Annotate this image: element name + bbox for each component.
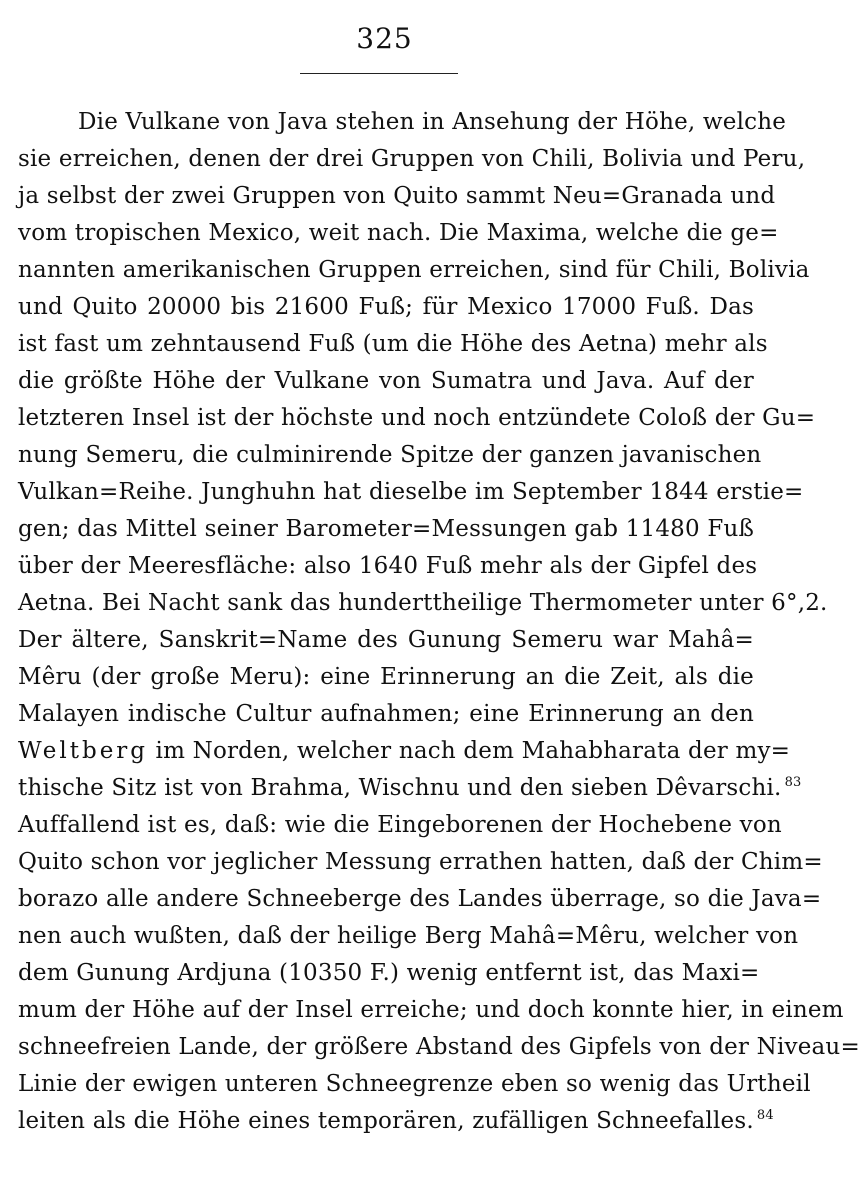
footnote-marker: 84 [756,1108,774,1123]
page-number: 325 [356,22,413,55]
text-line: Quito schon vor jeglicher Messung errathen hatten, daß der Chim= [18,849,823,875]
body-text [18,104,860,1140]
text-line: und Quito 20000 bis 21600 Fuß; für Mexico 17000 Fuß. Das [18,294,754,320]
text-line [18,733,791,770]
text-line: Die Vulkane von Java stehen in Ansehung der Höhe, welche [78,109,787,135]
text-line: Mêru (der große Meru): eine Erinnerung an die Zeit, als die [18,664,754,690]
text-segment: thische Sitz ist von Brahma, Wischnu und den sieben Dêvarschi. [18,775,782,801]
text-line: borazo alle andere Schneeberge des Landes überrage, so die Java= [18,886,822,912]
text-line: vom tropischen Mexico, weit nach. Die Maxima, welche die ge= [18,220,779,246]
text-line [18,1103,774,1140]
text-line: die größte Höhe der Vulkane von Sumatra und Java. Auf der [18,368,754,394]
text-line: gen; das Mittel seiner Barometer=Messungen gab 11480 Fuß [18,516,755,542]
text-line: nung Semeru, die culminirende Spitze der ganzen javanischen [18,442,762,468]
text-line: schneefreien Lande, der größere Abstand des Gipfels von der Niveau= [18,1034,860,1060]
text-segment: leiten als die Höhe eines temporären, zufälligen Schneefalles. [18,1108,754,1134]
text-line: Aetna. Bei Nacht sank das hunderttheilige Thermometer unter 6°,2. [18,590,828,616]
text-line: mum der Höhe auf der Insel erreiche; und doch konnte hier, in einem [18,997,844,1023]
text-line: nannten amerikanischen Gruppen erreichen, sind für Chili, Bolivia [18,257,810,283]
text-line: Der ältere, Sanskrit=Name des Gunung Semeru war Mahâ= [18,627,754,653]
text-segment: im Norden, welcher nach dem Mahabharata der my= [148,738,791,764]
text-line: dem Gunung Ardjuna (10350 F.) wenig entfernt ist, das Maxi= [18,960,760,986]
text-line: Vulkan=Reihe. Junghuhn hat dieselbe im September 1844 erstie= [18,479,804,505]
text-line [18,770,802,807]
text-line: Malayen indische Cultur aufnahmen; eine Erinnerung an den [18,701,754,727]
header-rule [300,73,458,74]
text-line: ist fast um zehntausend Fuß (um die Höhe des Aetna) mehr als [18,331,768,357]
text-line: ja selbst der zwei Gruppen von Quito sammt Neu=Granada und [18,183,776,209]
text-line: letzteren Insel ist der höchste und noch entzündete Coloß der Gu= [18,405,816,431]
text-line: Linie der ewigen unteren Schneegrenze eben so wenig das Urtheil [18,1071,811,1097]
spaced-term: Weltberg [18,738,149,764]
text-line: nen auch wußten, daß der heilige Berg Mahâ=Mêru, welcher von [18,923,799,949]
footnote-marker: 83 [784,775,802,790]
text-line: über der Meeresfläche: also 1640 Fuß mehr als der Gipfel des [18,553,758,579]
text-line: Auffallend ist es, daß: wie die Eingeborenen der Hochebene von [18,812,782,838]
text-line: sie erreichen, denen der drei Gruppen von Chili, Bolivia und Peru, [18,146,806,172]
